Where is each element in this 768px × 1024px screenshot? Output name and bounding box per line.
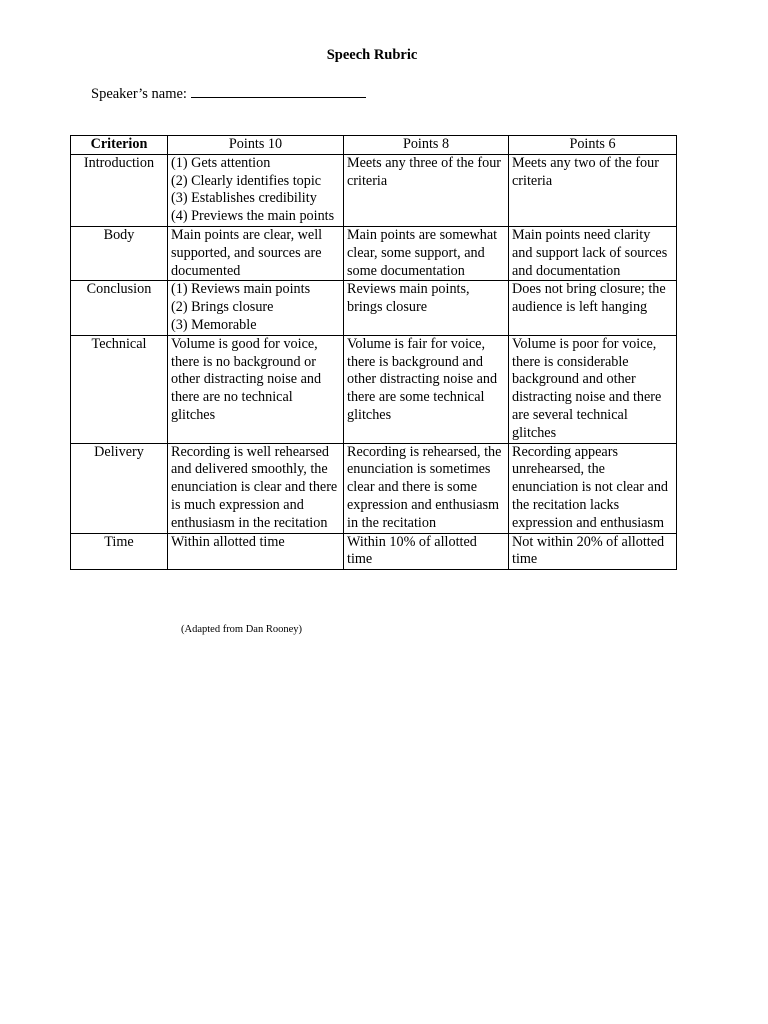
points-8-cell — [344, 533, 509, 570]
criterion-cell: Introduction — [71, 154, 168, 226]
speaker-name-blank[interactable] — [191, 83, 366, 98]
points-10-cell — [168, 281, 344, 335]
cell-text: (4) Previews the main points — [171, 208, 335, 225]
rubric-row-technical — [71, 335, 677, 443]
header-points-6: Points 6 — [509, 136, 677, 155]
points-6-cell — [509, 533, 677, 570]
cell-text: Reviews main points, brings closure — [347, 281, 470, 316]
cell-text: Volume is good for voice, there is no background or other distracting noise and there are no technical glitches — [171, 335, 322, 423]
points-8-cell — [344, 443, 509, 533]
rubric-row-body — [71, 226, 677, 280]
speaker-name-field — [91, 83, 366, 103]
cell-text: (2) Clearly identifies topic — [171, 172, 322, 189]
points-6-cell — [509, 335, 677, 443]
cell-text: Main points are somewhat clear, some support, and some documentation — [347, 226, 498, 279]
points-8-cell — [344, 226, 509, 280]
criterion-cell: Conclusion — [71, 281, 168, 335]
rubric-header-row — [71, 136, 677, 155]
cell-text: (2) Brings closure — [171, 299, 274, 316]
points-10-cell — [168, 335, 344, 443]
rubric-table — [70, 135, 677, 570]
cell-text: (3) Establishes credibility — [171, 190, 317, 207]
cell-text: Meets any three of the four criteria — [347, 154, 502, 189]
criterion-cell: Body — [71, 226, 168, 280]
cell-text: Volume is poor for voice, there is considerable background and other distracting noise and there are several technical glitches — [512, 335, 662, 441]
points-6-cell — [509, 226, 677, 280]
rubric-row-time — [71, 533, 677, 570]
cell-text: (3) Memorable — [171, 316, 257, 333]
rubric-row-introduction — [71, 154, 677, 226]
points-8-cell — [344, 154, 509, 226]
speaker-name-label: Speaker’s name: — [91, 86, 187, 102]
cell-text: (1) Reviews main points — [171, 281, 311, 298]
points-10-cell — [168, 443, 344, 533]
cell-text: (1) Gets attention — [171, 154, 271, 171]
cell-text: Main points need clarity and support lack of sources and documentation — [512, 226, 668, 279]
points-10-cell — [168, 533, 344, 570]
criterion-cell: Time — [71, 533, 168, 570]
points-8-cell — [344, 335, 509, 443]
cell-text: Not within 20% of allotted time — [512, 533, 665, 568]
points-10-cell — [168, 154, 344, 226]
points-6-cell — [509, 154, 677, 226]
points-8-cell — [344, 281, 509, 335]
cell-text: Within 10% of allotted time — [347, 533, 477, 568]
header-points-8: Points 8 — [344, 136, 509, 155]
points-10-cell — [168, 226, 344, 280]
points-6-cell — [509, 443, 677, 533]
cell-text: Main points are clear, well supported, and sources are documented — [171, 226, 323, 279]
criterion-cell: Technical — [71, 335, 168, 443]
header-criterion: Criterion — [71, 136, 168, 155]
cell-text: Volume is fair for voice, there is background and other distracting noise and there are some technical glitches — [347, 335, 498, 423]
criterion-cell: Delivery — [71, 443, 168, 533]
header-points-10: Points 10 — [168, 136, 344, 155]
source-credit: (Adapted from Dan Rooney) — [181, 624, 303, 635]
cell-text: Recording is well rehearsed and delivered smoothly, the enunciation is clear and there is much expression and enthusiasm in the recitation — [171, 443, 338, 531]
points-6-cell — [509, 281, 677, 335]
rubric-row-delivery — [71, 443, 677, 533]
cell-text: Meets any two of the four criteria — [512, 154, 659, 189]
cell-text: Does not bring closure; the audience is left hanging — [512, 281, 666, 316]
cell-text: Recording appears unrehearsed, the enunciation is not clear and the recitation lacks expression and enthusiasm — [512, 443, 669, 531]
cell-text: Within allotted time — [171, 533, 285, 550]
page-title: Speech Rubric — [326, 47, 418, 63]
cell-text: Recording is rehearsed, the enunciation is sometimes clear and there is some expression and enthusiasm in the recitation — [347, 443, 502, 531]
rubric-row-conclusion — [71, 281, 677, 335]
